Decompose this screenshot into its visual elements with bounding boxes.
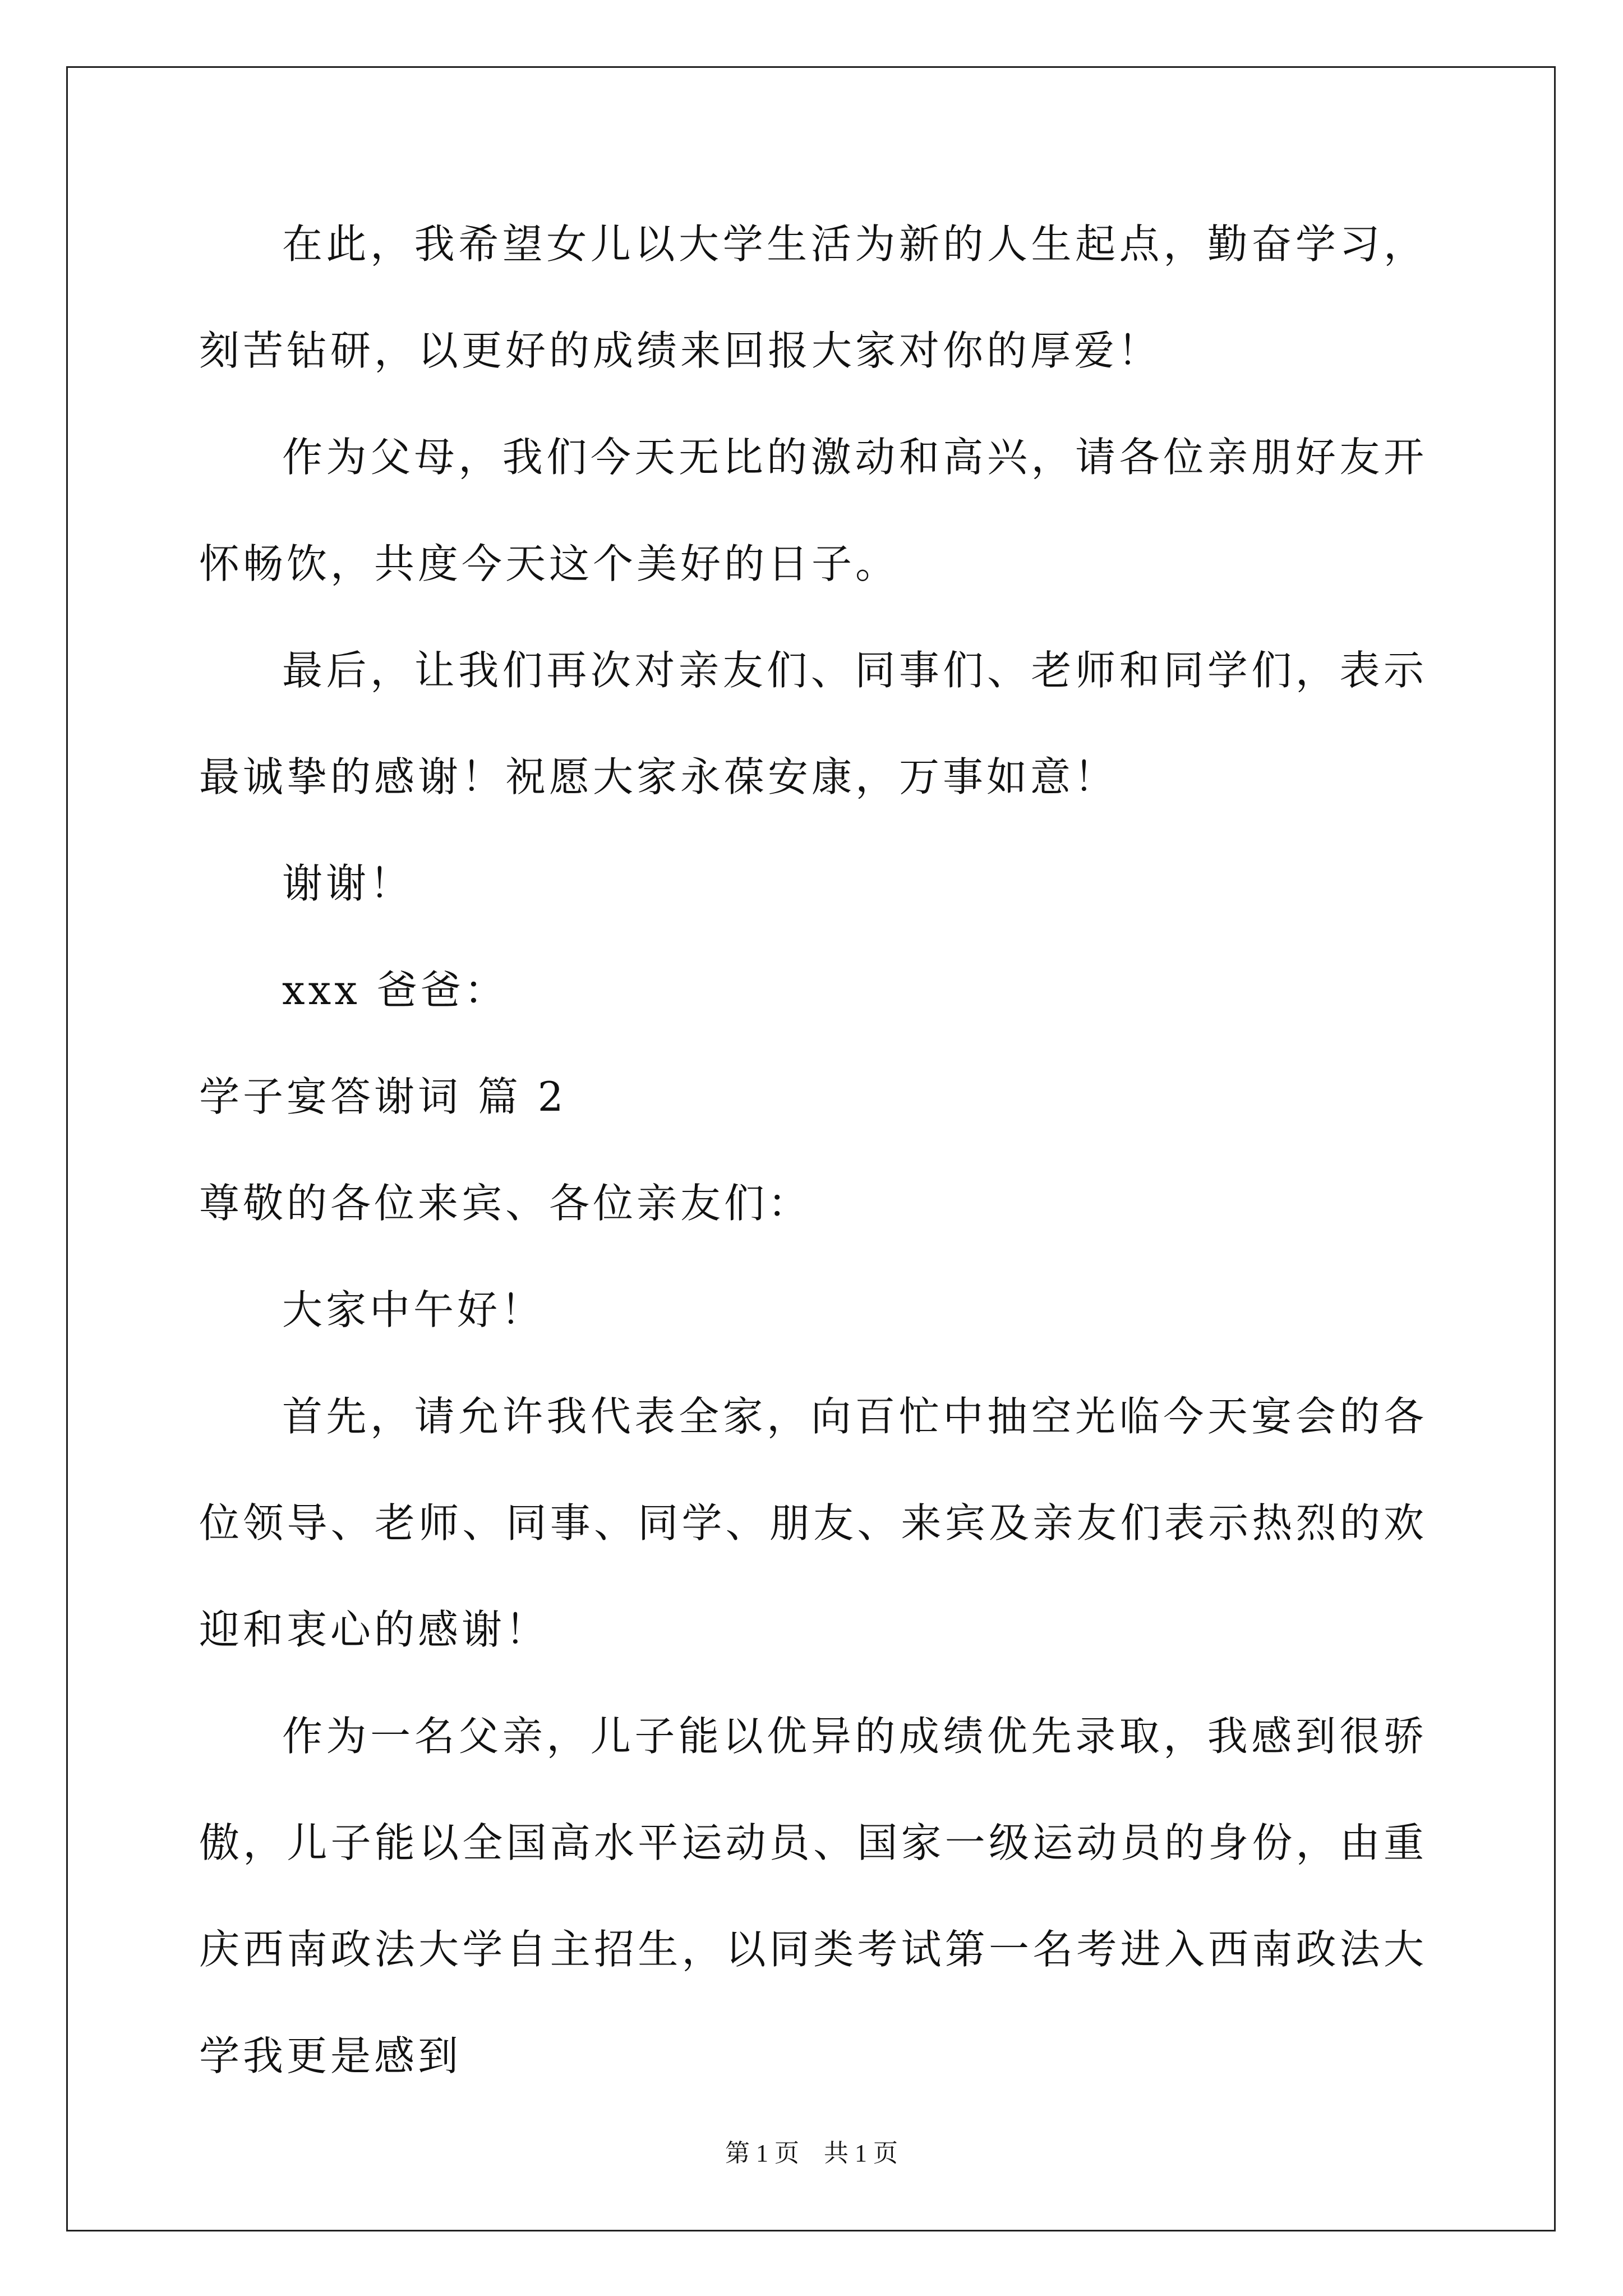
paragraph-greeting: 大家中午好！ (282, 1286, 545, 1333)
section-heading: 学子宴答谢词 篇 2 (199, 1073, 567, 1120)
paragraph-thanks-final: 最后，让我们再次对亲友们、同事们、老师和同学们，表示最诚挚的感谢！祝愿大家永葆安康，万事如意！ (199, 647, 1427, 800)
paragraph-signature: xxx 爸爸： (282, 967, 508, 1014)
paragraph-welcome: 首先，请允许我代表全家，向百忙中抽空光临今天宴会的各位领导、老师、同事、同学、朋友、来宾及亲友们表示热烈的欢迎和衷心的感谢！ (199, 1393, 1427, 1653)
paragraph-hope: 在此，我希望女儿以大学生活为新的人生起点，勤奋学习，刻苦钻研，以更好的成绩来回报大家对你的厚爱！ (199, 220, 1427, 374)
document-body (199, 191, 1427, 2109)
paragraph-parents: 作为父母，我们今天无比的激动和高兴，请各位亲朋好友开怀畅饮，共度今天这个美好的日子。 (199, 434, 1427, 587)
paragraph-father: 作为一名父亲，儿子能以优异的成绩优先录取，我感到很骄傲，儿子能以全国高水平运动员、国家一级运动员的身份，由重庆西南政法大学自主招生，以同类考试第一名考进入西南政法大学我更是感到 (199, 1713, 1427, 2079)
paragraph-thank-you: 谢谢！ (282, 860, 414, 907)
salutation: 尊敬的各位来宾、各位亲友们： (199, 1180, 812, 1227)
page-footer: 第 1 页 共 1 页 (725, 2139, 898, 2167)
